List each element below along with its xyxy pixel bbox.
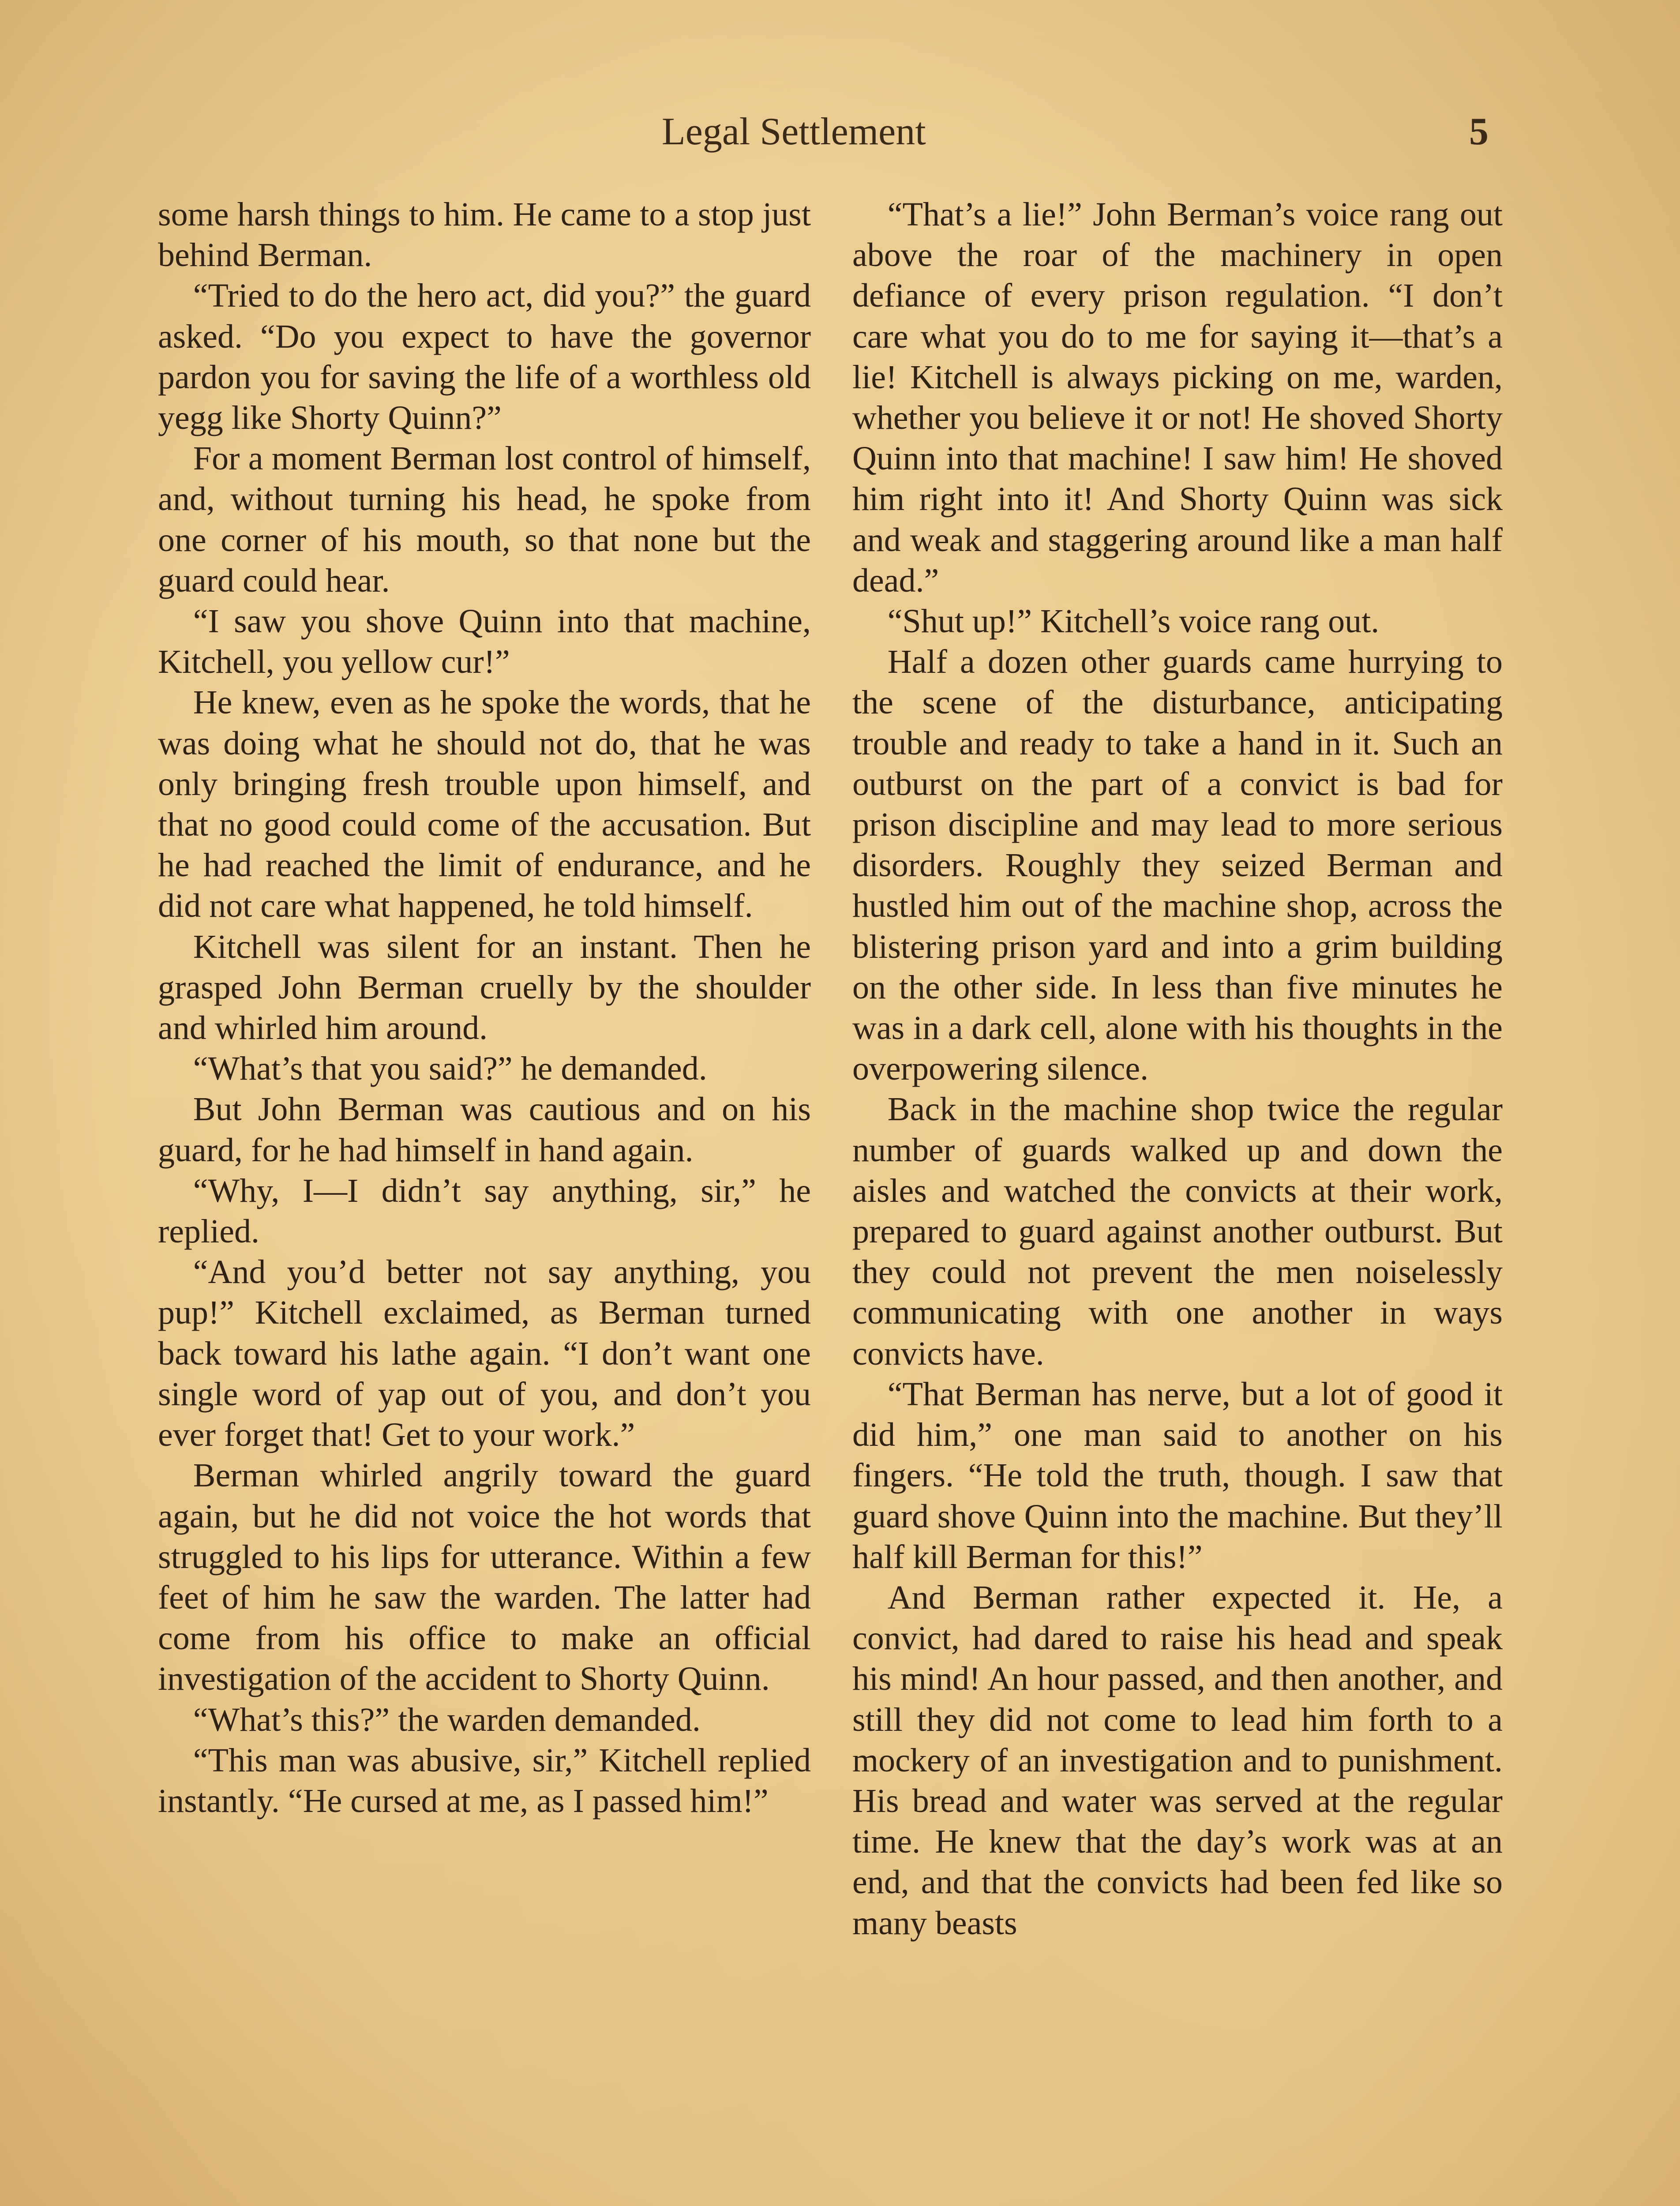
paragraph: “Shut up!” Kitchell’s voice rang out. <box>887 603 1380 640</box>
running-head: Legal Settlement <box>662 110 926 153</box>
left-column <box>158 194 811 1821</box>
paragraph: “What’s this?” the warden demanded. <box>193 1701 701 1738</box>
paragraph: Kitchell was silent for an instant. Then he grasped John Berman cruelly by the shoulder and whirled him around. <box>158 928 811 1047</box>
page-number: 5 <box>1469 110 1489 153</box>
paragraph: “And you’d better not say anything, you pup!” Kitchell exclaimed, as Berman turned back toward his lathe again. “I don’t want one single word of yap out of you, and don’t you ever forget that! Get to your work.” <box>158 1253 811 1454</box>
paragraph: “What’s that you said?” he demanded. <box>193 1050 707 1088</box>
paragraph: He knew, even as he spoke the words, that he was doing what he should not do, that he was only bringing fresh trouble upon himself, and that no good could come of the accusation. But he had reached the limit of endurance, and he did not care what happened, he told himself. <box>158 684 811 925</box>
paragraph: For a moment Berman lost control of himself, and, without turning his head, he spoke from one corner of his mouth, so that none but the guard could hear. <box>158 440 811 599</box>
paragraph: Half a dozen other guards came hurrying to the scene of the disturbance, anticipating trouble and ready to take a hand in it. Such an outburst on the part of a convict is bad for prison discipline and may lead to more serious disorders. Roughly they seized Berman and hustled him out of the machine shop, across the blistering prison yard and into a grim building on the other side. In less than five minutes he was in a dark cell, alone with his thoughts in the overpowering silence. <box>852 643 1503 1088</box>
paragraph: But John Berman was cautious and on his guard, for he had himself in hand again. <box>158 1091 811 1169</box>
paragraph: And Berman rather expected it. He, a convict, had dared to raise his head and speak his mind! An hour passed, and then another, and still they did not come to lead him forth to a mockery of an investigation and to punishment. His bread and water was served at the regular time. He knew that the day’s work was at an end, and that the convicts had been fed like so many beasts <box>852 1579 1503 1942</box>
paragraph: “This man was abusive, sir,” Kitchell replied instantly. “He cursed at me, as I passed him!” <box>158 1741 811 1820</box>
paragraph: “Why, I—I didn’t say anything, sir,” he replied. <box>158 1172 811 1250</box>
paragraph: Berman whirled angrily toward the guard again, but he did not voice the hot words that struggled to his lips for utterance. Within a few feet of him he saw the warden. The latter had come from his office to make an official investigation of the accident to Shorty Quinn. <box>158 1457 811 1698</box>
paragraph: some harsh things to him. He came to a stop just behind Berman. <box>158 196 811 274</box>
paragraph: “I saw you shove Quinn into that machine, Kitchell, you yellow cur!” <box>158 603 811 681</box>
paragraph: “That Berman has nerve, but a lot of good it did him,” one man said to another on his fingers. “He told the truth, though. I saw that guard shove Quinn into the machine. But they’ll half kill Berman for this!” <box>852 1375 1503 1576</box>
right-column <box>852 194 1503 1943</box>
paragraph: “That’s a lie!” John Berman’s voice rang out above the roar of the machinery in open defiance of every prison regulation. “I don’t care what you do to me for saying it—that’s a lie! Kitchell is always picking on me, warden, whether you believe it or not! He shoved Shorty Quinn into that machine! I saw him! He shoved him right into it! And Shorty Quinn was sick and weak and staggering around like a man half dead.” <box>852 196 1503 599</box>
paragraph: “Tried to do the hero act, did you?” the guard asked. “Do you expect to have the governor pardon you for saving the life of a worthless old yegg like Shorty Quinn?” <box>158 277 811 437</box>
page-header <box>662 109 1500 167</box>
paragraph: Back in the machine shop twice the regular number of guards walked up and down the aisles and watched the convicts at their work, prepared to guard against another outburst. But they could not prevent the men noiselessly communicating with one another in ways convicts have. <box>852 1091 1503 1372</box>
